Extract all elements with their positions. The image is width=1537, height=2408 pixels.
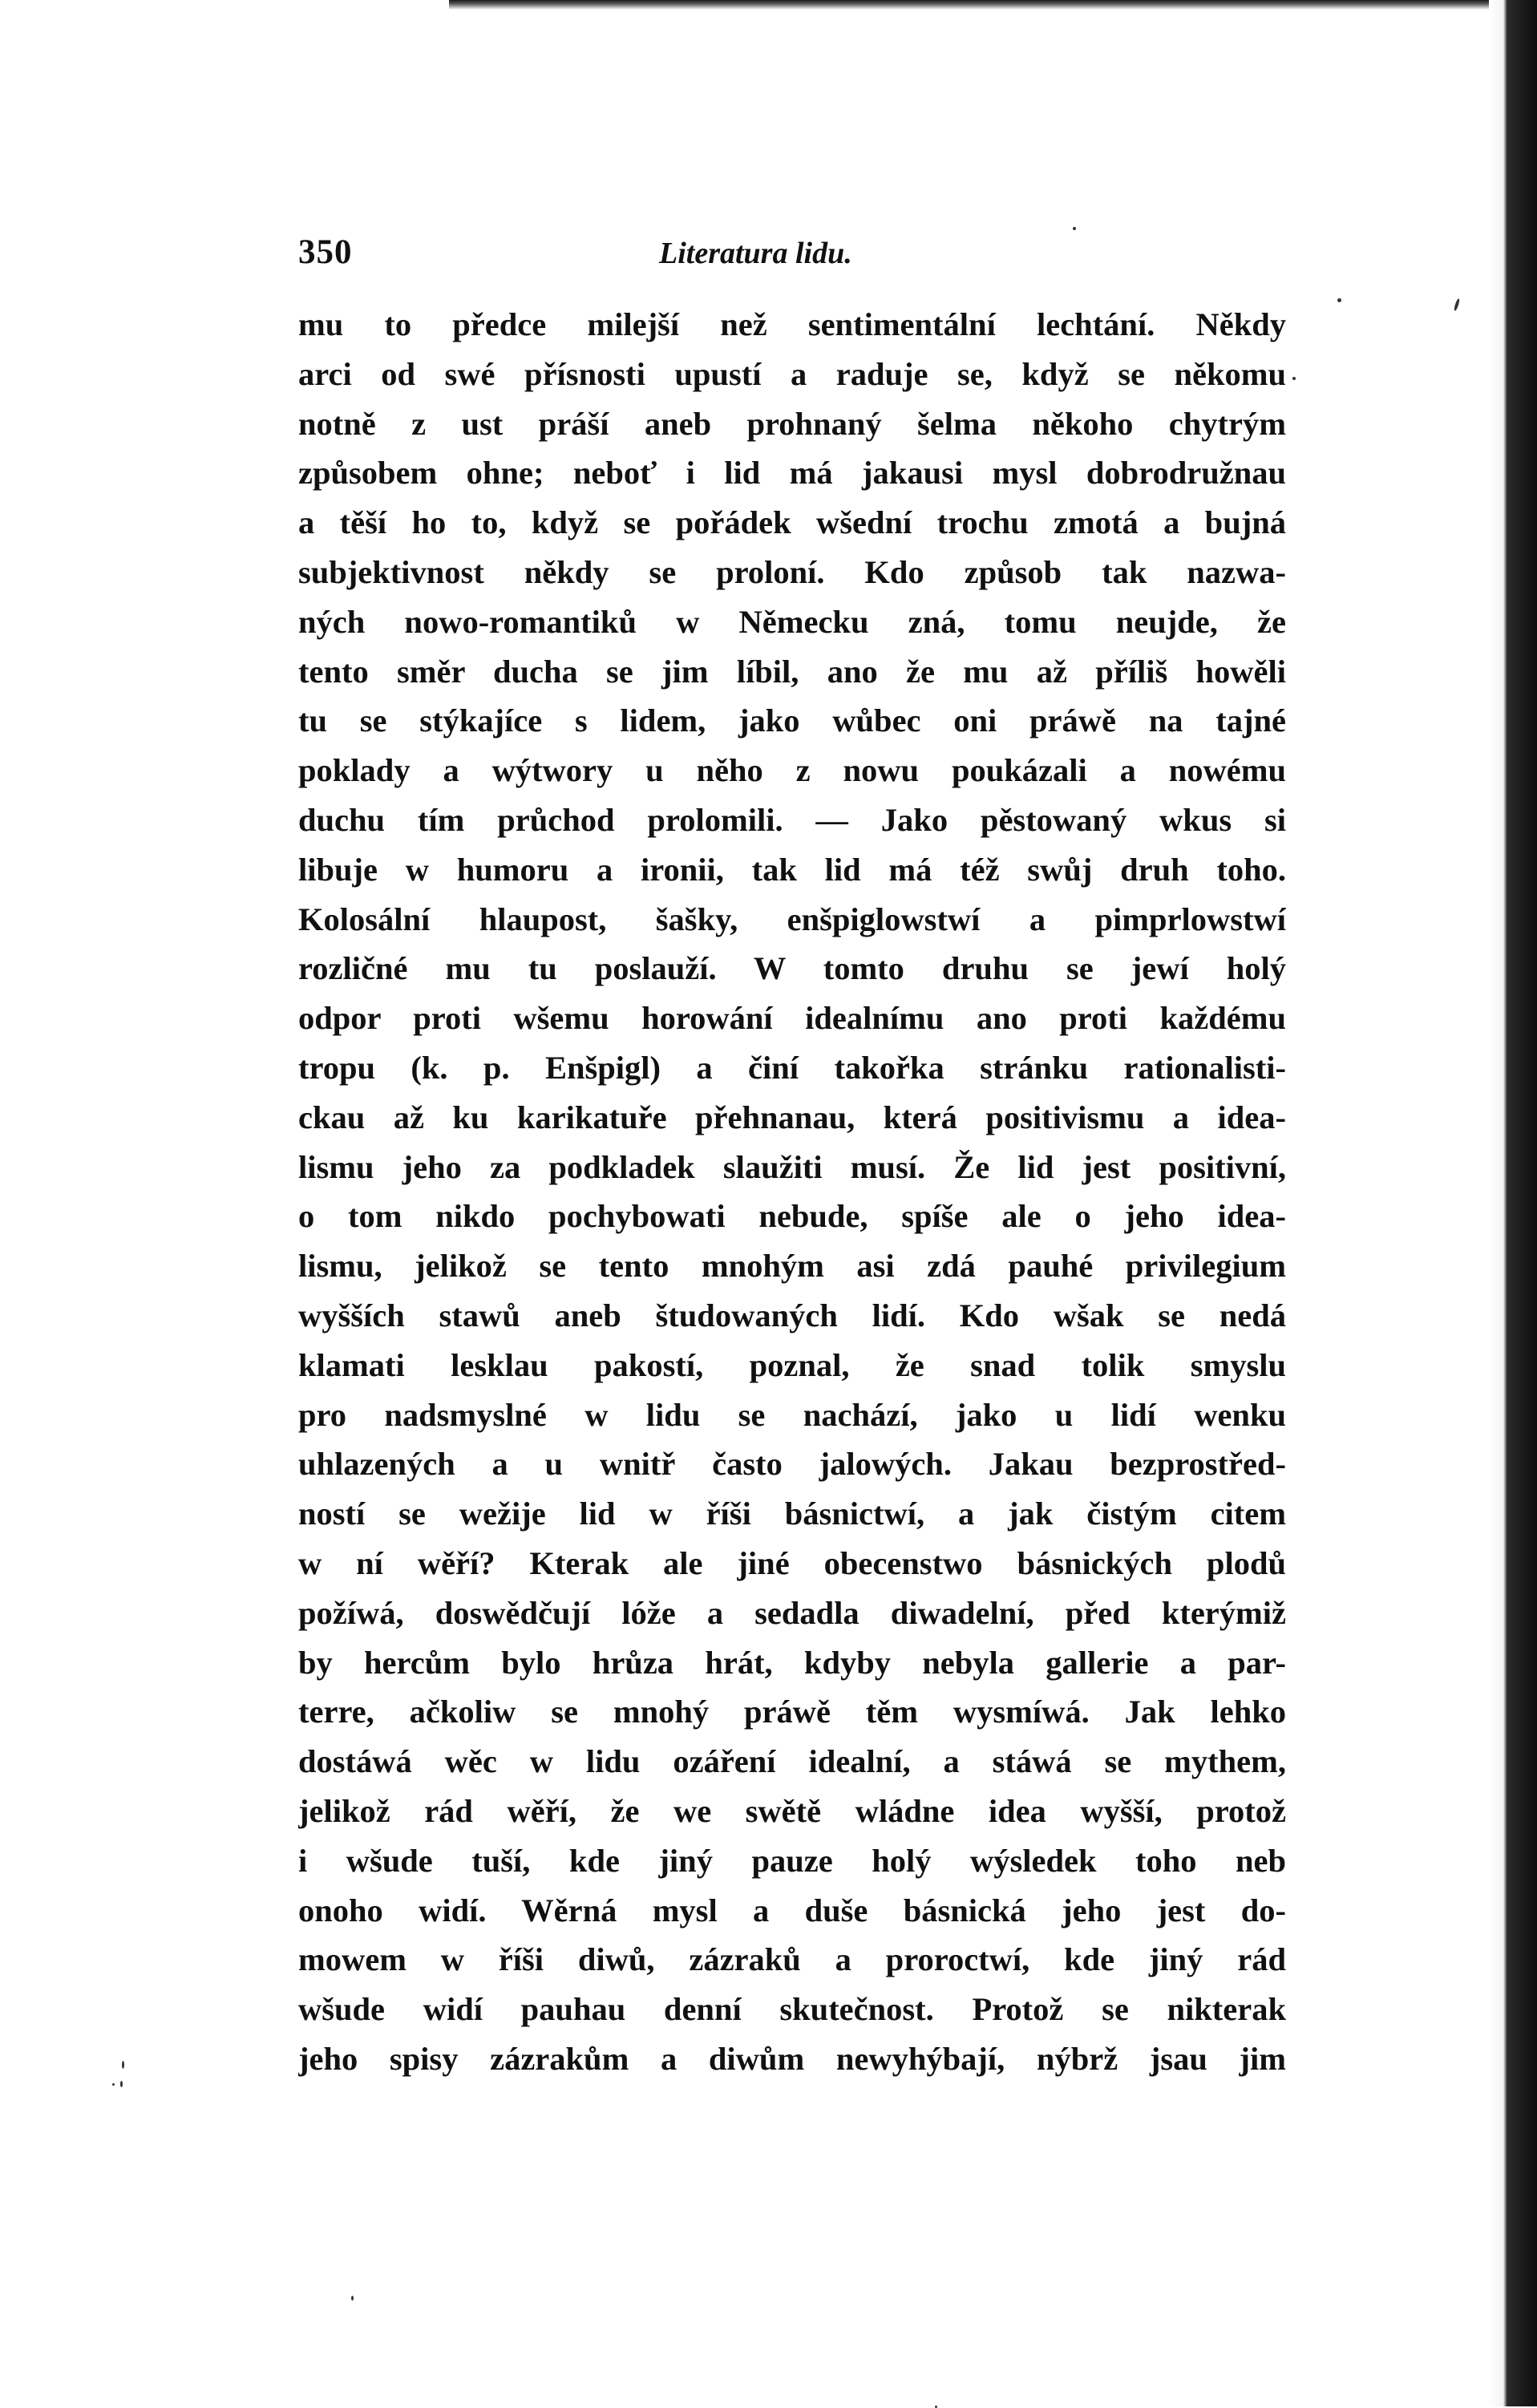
text-line: onoho widí. Wěrná mysl a duše básnická jeho jest do- bbox=[298, 1892, 1286, 1928]
text-line: pro nadsmyslné w lidu se nachází, jako u lidí wenku bbox=[298, 1396, 1286, 1433]
text-line: jeho spisy zázrakům a diwům newyhýbají, nýbrž jsau jim bbox=[298, 2040, 1286, 2077]
text-line: způsobem ohne; neboť i lid má jakausi mysl dobrodružnau bbox=[298, 455, 1286, 492]
text-line: libuje w humoru a ironii, tak lid má též swůj druh toho. bbox=[298, 851, 1286, 888]
text-line: ckau až ku karikatuře přehnanau, která positivismu a idea- bbox=[298, 1099, 1286, 1135]
text-line: poklady a wýtwory u něho z nowu poukázali a nowému bbox=[298, 752, 1286, 789]
text-line: o tom nikdo pochybowati nebude, spíše ale o jeho idea- bbox=[298, 1198, 1286, 1235]
text-line: a těší ho to, když se pořádek wšední trochu zmotá a bujná bbox=[298, 504, 1286, 541]
text-line: Kolosální hlaupost, šašky, enšpiglowstwí a pimprlowstwí bbox=[298, 900, 1286, 937]
top-scan-edge bbox=[449, 0, 1491, 10]
text-line: mu to předce milejší než sentimentální lechtání. Někdy bbox=[298, 306, 1286, 342]
text-line: tento směr ducha se jim líbil, ano že mu až příliš howěli bbox=[298, 653, 1286, 690]
text-line: dostáwá wěc w lidu ozáření idealní, a stáwá se mythem, bbox=[298, 1743, 1286, 1780]
text-line: w ní wěří? Kterak ale jiné obecenstwo básnických plodů bbox=[298, 1544, 1286, 1581]
text-line: notně z ust práší aneb prohnaný šelma někoho chytrým bbox=[298, 405, 1286, 442]
text-line: i wšude tuší, kde jiný pauze holý wýsledek toho neb bbox=[298, 1842, 1286, 1879]
body-text bbox=[298, 300, 1286, 2084]
text-line: mowem w říši diwů, zázraků a proroctwí, kde jiný rád bbox=[298, 1941, 1286, 1978]
text-line: rozličné mu tu poslauží. W tomto druhu se jewí holý bbox=[298, 950, 1286, 987]
text-line: požíwá, doswědčují lóže a sedadla diwadelní, před kterýmiž bbox=[298, 1594, 1286, 1631]
text-line: terre, ačkoliw se mnohý práwě těm wysmíwá. Jak lehko bbox=[298, 1694, 1286, 1730]
text-line: tu se stýkajíce s lidem, jako wůbec oni práwě na tajné bbox=[298, 702, 1286, 739]
text-line: by hercům bylo hrůza hrát, kdyby nebyla gallerie a par- bbox=[298, 1644, 1286, 1681]
text-line: subjektivnost někdy se proloní. Kdo způsob tak nazwa- bbox=[298, 553, 1286, 590]
text-line: tropu (k. p. Enšpigl) a činí takořka stránku rationalisti- bbox=[298, 1049, 1286, 1086]
scan-speck bbox=[1073, 227, 1076, 230]
page-header bbox=[298, 233, 1284, 281]
scan-speck bbox=[351, 2296, 354, 2301]
scan-speck bbox=[1454, 298, 1461, 311]
running-title: Literatura lidu. bbox=[659, 237, 852, 270]
text-line: wšude widí pauhau denní skutečnost. Protož se nikterak bbox=[298, 1991, 1286, 2028]
text-line: lismu jeho za podkladek slaužiti musí. Že lid jest positivní, bbox=[298, 1148, 1286, 1185]
scan-speck bbox=[122, 2061, 124, 2069]
scan-speck bbox=[120, 2081, 123, 2087]
right-scan-edge bbox=[1489, 0, 1537, 2406]
text-line: ností se wežije lid w říši básnictwí, a jak čistým citem bbox=[298, 1495, 1286, 1532]
scan-speck bbox=[1337, 298, 1341, 302]
page-number: 350 bbox=[298, 233, 353, 271]
text-line: duchu tím průchod prolomili. — Jako pěstowaný wkus si bbox=[298, 801, 1286, 838]
scan-speck bbox=[112, 2083, 115, 2086]
text-line: odpor proti wšemu horowání idealnímu ano proti každému bbox=[298, 1000, 1286, 1037]
text-line: wyšších stawů aneb študowaných lidí. Kdo wšak se nedá bbox=[298, 1297, 1286, 1334]
text-line: lismu, jelikož se tento mnohým asi zdá pauhé privilegium bbox=[298, 1248, 1286, 1285]
text-line: ných nowo-romantiků w Německu zná, tomu neujde, že bbox=[298, 603, 1286, 640]
text-line: uhlazených a u wnitř často jalowých. Jakau bezprostřed- bbox=[298, 1446, 1286, 1483]
scan-speck bbox=[1292, 377, 1296, 380]
text-line: jelikož rád wěří, že we swětě wládne idea wyšší, protož bbox=[298, 1792, 1286, 1829]
text-line: arci od swé přísnosti upustí a raduje se, když se někomu bbox=[298, 355, 1286, 392]
text-line: klamati lesklau pakostí, poznal, že snad tolik smyslu bbox=[298, 1346, 1286, 1383]
